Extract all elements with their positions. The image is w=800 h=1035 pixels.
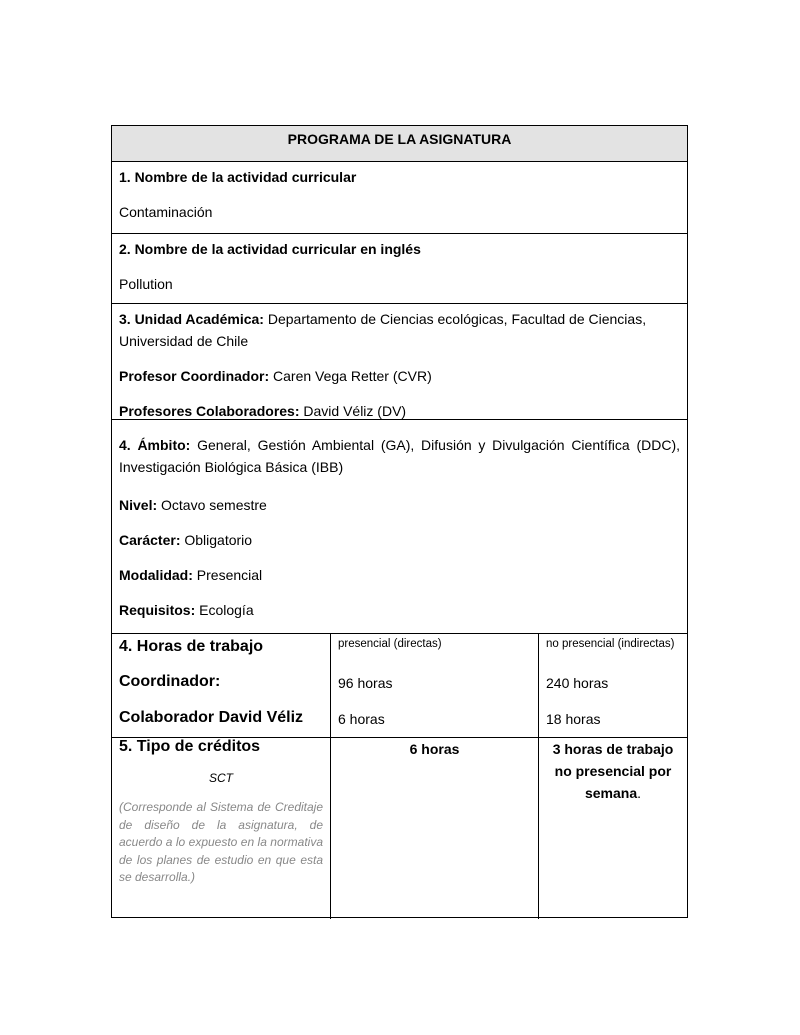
nombre-label: 1. Nombre de la actividad curricular xyxy=(119,169,357,185)
nivel-value: Octavo semestre xyxy=(161,497,267,513)
coordinador-label: Profesor Coordinador: xyxy=(119,368,270,384)
section-horas xyxy=(112,634,687,738)
unidad-line xyxy=(119,309,646,329)
modalidad-line xyxy=(119,565,262,585)
page-title: PROGRAMA DE LA ASIGNATURA xyxy=(287,131,512,147)
col-no-presencial-header: no presencial (indirectas) xyxy=(546,638,675,650)
coordinador-value: Caren Vega Retter (CVR) xyxy=(273,368,432,384)
creditos-no-presencial xyxy=(539,738,687,804)
unidad-value-cont: Universidad de Chile xyxy=(119,333,249,349)
column-divider xyxy=(330,738,331,919)
section-ambito xyxy=(112,420,687,634)
section-creditos xyxy=(112,738,687,919)
colaboradores-value: David Véliz (DV) xyxy=(303,403,407,419)
caracter-line xyxy=(119,530,252,550)
creditos-no-presencial-line3: semana xyxy=(584,785,638,801)
modalidad-label: Modalidad: xyxy=(119,567,193,583)
colaboradores-line xyxy=(119,401,406,421)
modalidad-value: Presencial xyxy=(196,567,263,583)
section-unidad xyxy=(112,304,687,420)
coordinador-row-label: Coordinador: xyxy=(119,673,221,690)
nivel-line xyxy=(119,495,267,515)
program-table xyxy=(111,125,688,918)
coordinador-no-presencial: 240 horas xyxy=(546,675,609,691)
nombre-ingles-value: Pollution xyxy=(119,276,173,292)
colaborador-presencial: 6 horas xyxy=(338,711,385,727)
col-presencial-header: presencial (directas) xyxy=(338,638,442,650)
ambito-value: General, Gestión Ambiental (GA), Difusión y Divulgación Científica (DDC), Investigación Biológica Básica (IBB) xyxy=(119,437,680,475)
colaborador-row-label: Colaborador David Véliz xyxy=(119,709,304,726)
ambito-line xyxy=(119,434,680,478)
creditos-no-presencial-line2: no presencial por xyxy=(554,763,672,779)
coordinador-line xyxy=(119,366,432,386)
creditos-note: (Corresponde al Sistema de Creditaje de diseño de la asignatura, de acuerdo a lo expuesto en la normativa de los planes de estudio en que esta se desarrolla.) xyxy=(119,800,323,885)
coordinador-presencial: 96 horas xyxy=(338,675,393,691)
unidad-value: Departamento de Ciencias ecológicas, Facultad de Ciencias, xyxy=(267,311,647,327)
section-nombre-ingles xyxy=(112,234,687,304)
nivel-label: Nivel: xyxy=(119,497,158,513)
colaborador-no-presencial: 18 horas xyxy=(546,711,601,727)
sct-label: SCT xyxy=(209,771,233,785)
creditos-no-presencial-line3-wrap: semana. xyxy=(584,785,642,801)
requisitos-label: Requisitos: xyxy=(119,602,196,618)
creditos-no-presencial-line1: 3 horas de trabajo xyxy=(552,741,674,757)
horas-title: 4. Horas de trabajo xyxy=(119,638,264,655)
nombre-value: Contaminación xyxy=(119,204,213,220)
column-divider xyxy=(330,634,331,737)
section-nombre xyxy=(112,162,687,234)
table-header xyxy=(112,126,687,162)
requisitos-value: Ecología xyxy=(199,602,254,618)
caracter-value: Obligatorio xyxy=(184,532,253,548)
unidad-label: 3. Unidad Académica: xyxy=(119,311,264,327)
colaboradores-label: Profesores Colaboradores: xyxy=(119,403,300,419)
caracter-label: Carácter: xyxy=(119,532,181,548)
nombre-ingles-label: 2. Nombre de la actividad curricular en inglés xyxy=(119,241,421,257)
requisitos-line xyxy=(119,600,254,620)
creditos-presencial: 6 horas xyxy=(409,741,460,757)
ambito-label: 4. Ámbito: xyxy=(119,437,191,453)
creditos-title: 5. Tipo de créditos xyxy=(119,738,261,755)
column-divider xyxy=(538,634,539,737)
